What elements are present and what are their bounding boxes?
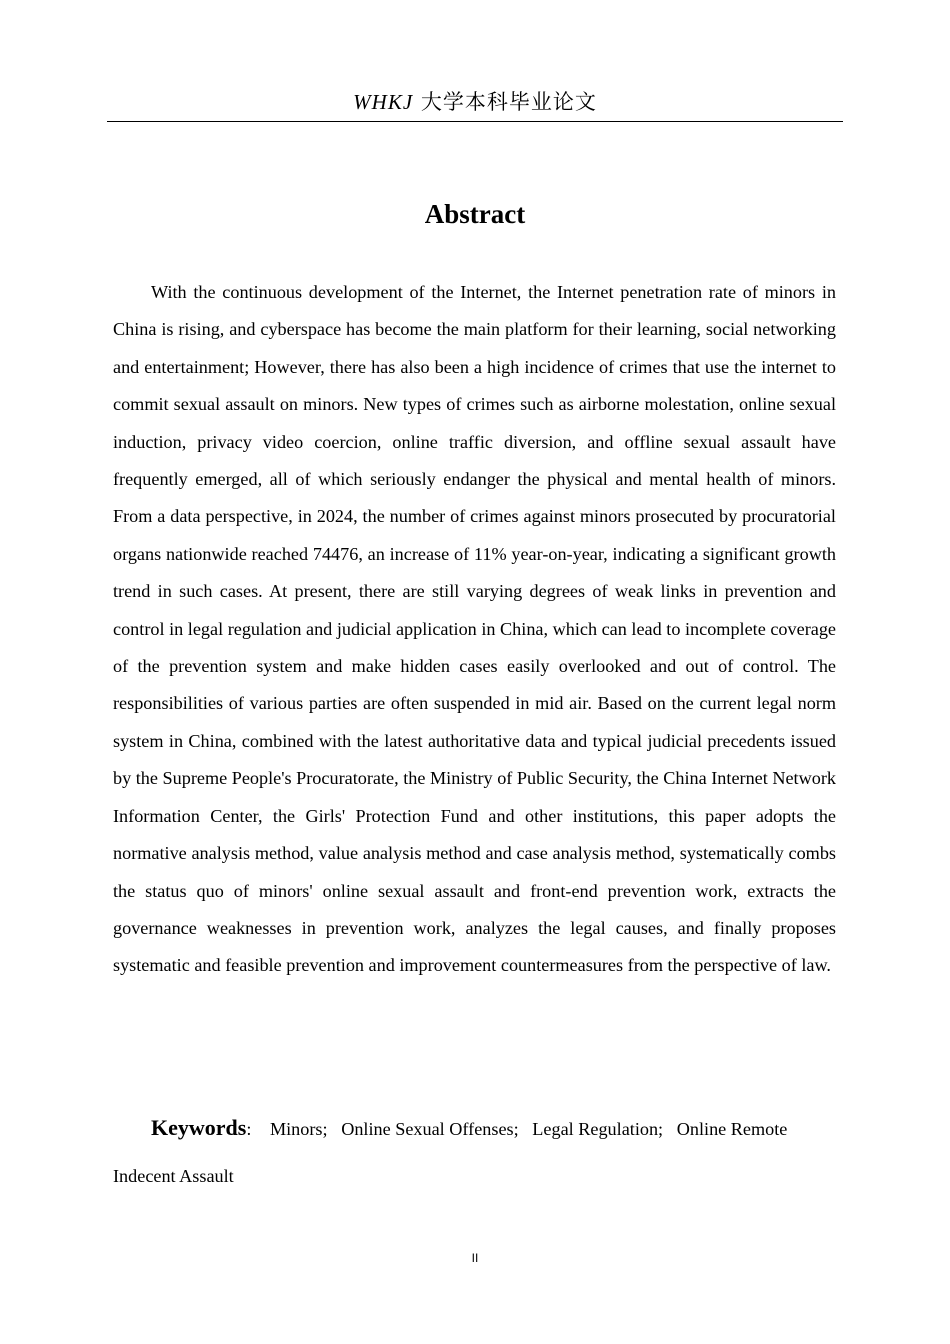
- keywords-colon: :: [246, 1119, 252, 1139]
- keywords-line: [113, 1104, 836, 1200]
- abstract-paragraph: With the continuous development of the Internet, the Internet penetration rate of minors in China is rising, and cyberspace has become the main platform for their learning, social networking and entertainment; However, there has also been a high incidence of crimes that use the internet to commit sexual assault on minors. New types of crimes such as airborne molestation, online sexual induction, privacy video coercion, online traffic diversion, and offline sexual assault have frequently emerged, all of which seriously endanger the physical and mental health of minors. From a data perspective, in 2024, the number of crimes against minors prosecuted by procuratorial organs nationwide reached 74476, an increase of 11% year-on-year, indicating a significant growth trend in such cases. At present, there are still varying degrees of weak links in prevention and control in legal regulation and judicial application in China, which can lead to incomplete coverage of the prevention system and make hidden cases easily overlooked and out of control. The responsibilities of various parties are often suspended in mid air. Based on the current legal norm system in China, combined with the latest authoritative data and typical judicial precedents issued by the Supreme People's Procuratorate, the Ministry of Public Security, the China Internet Network Information Center, the Girls' Protection Fund and other institutions, this paper adopts the normative analysis method, value analysis method and case analysis method, systematically combs the status quo of minors' online sexual assault and front-end prevention work, extracts the governance weaknesses in prevention work, analyzes the legal causes, and finally proposes systematic and feasible prevention and improvement countermeasures from the perspective of law.: [113, 282, 836, 976]
- keyword-item: Legal Regulation;: [532, 1119, 664, 1139]
- keyword-item: Online Sexual Offenses;: [341, 1119, 519, 1139]
- keyword-item: Online Remote Indecent Assault: [113, 1119, 788, 1186]
- keywords-label: Keywords: [151, 1115, 247, 1140]
- running-header-en: WHKJ: [353, 90, 414, 114]
- page-title: Abstract: [424, 199, 526, 229]
- page-number: II: [471, 1251, 479, 1265]
- running-header: [107, 88, 843, 122]
- running-header-title: [353, 88, 597, 116]
- keyword-item: Minors;: [269, 1119, 328, 1139]
- running-header-cn: 大学本科毕业论文: [420, 90, 597, 114]
